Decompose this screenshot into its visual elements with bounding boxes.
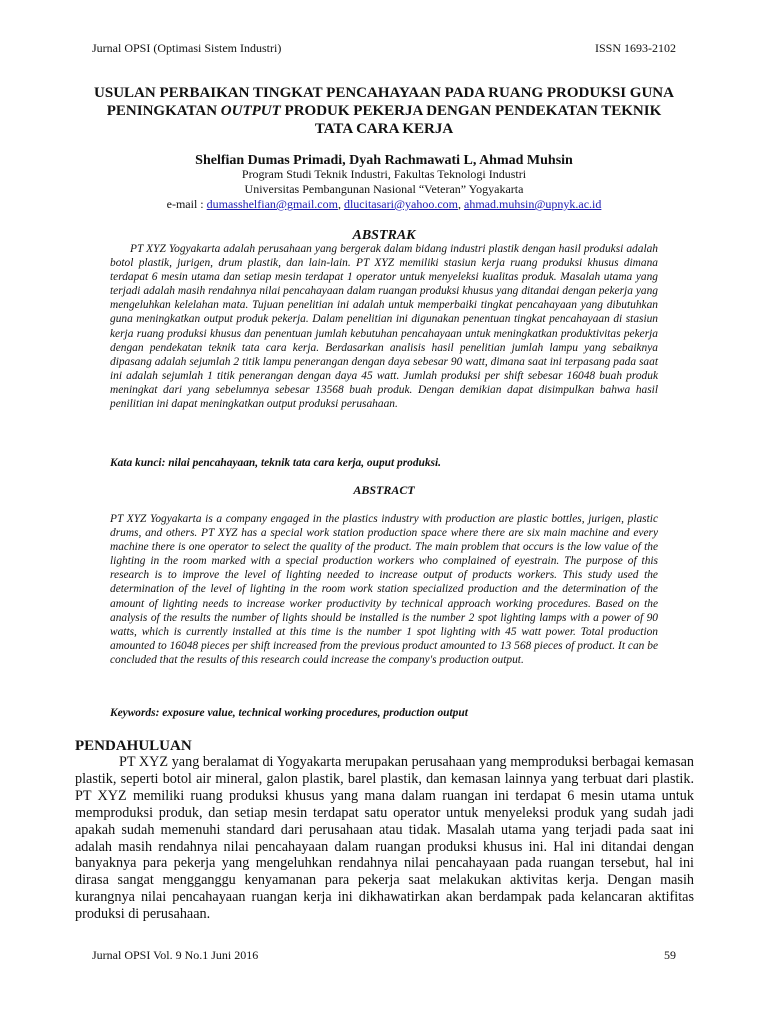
abstrak-heading: ABSTRAK: [352, 228, 416, 243]
title-line-2-emphasis: OUTPUT: [220, 103, 281, 119]
university-line: Universitas Pembangunan Nasional “Veteran” Yogyakarta: [244, 182, 524, 196]
kata-kunci: Kata kunci: nilai pencahayaan, teknik tata cara kerja, ouput produksi.: [110, 457, 442, 469]
program-line: Program Studi Teknik Industri, Fakultas Teknologi Industri: [241, 167, 527, 181]
abstract-heading: ABSTRACT: [353, 483, 415, 497]
abstrak-paragraph: PT XYZ Yogyakarta adalah perusahaan yang bergerak dalam bidang industri plastik dengan hasil produksi adalah botol plastik, jurigen, drum plastik, dan lain-lain. PT XYZ memiliki stasiun kerja ruang produksi khusus dimana terdapat 6 mesin utama dan setiap mesin terdapat 1 operator untuk menyeleksi kualitas produk. Masalah utama yang terjadi adalah masih rendahnya nilai pencahayaan dalam ruangan produksi khusus yang ditandai dengan pekerja yang mengeluhkan kelelahan mata. Tujuan penelitian ini adalah untuk memperbaiki tingkat pencahayaan yang dibutuhkan guna meningkatkan output produk pekerja. Dalam penelitian ini digunakan penentuan tingkat pencahayaan di stasiun kerja ruang produksi khusus dan penentuan jumlah kebutuhan pencahayaan untuk meningkatkan produktivitas pekerja dengan pendekatan teknik tata cara kerja. Berdasarkan analisis hasil penelitian jumlah lampu yang sebaiknya dipasang adalah sejumlah 2 titik lampu penerangan dengan daya sebesar 90 watt, dimana saat ini terpasang pada saat ini adalah sejumlah 1 titik penerangan dengan daya 45 watt. Jumlah produksi per shift sebesar 16048 buah produk meningkat dari yang sebelumnya sebesar 13568 buah produk. Dengan demikian dapat disimpulkan bahwa hasil penilitian ini dapat meningkatkan output produksi perusahaan.: [110, 243, 658, 411]
journal-name: Jurnal OPSI (Optimasi Sistem Industri): [92, 41, 282, 55]
title-line-3: TATA CARA KERJA: [314, 121, 454, 137]
title-line-2-pre: PENINGKATAN: [106, 103, 221, 119]
introduction-body: [75, 754, 694, 923]
introduction-paragraph: PT XYZ yang beralamat di Yogyakarta merupakan perusahaan yang memproduksi berbagai kemasan plastik, seperti botol air mineral, galon plastik, barel plastik, dan kemasan lainnya yang terbuat dari plastik. PT XYZ memiliki ruang produksi khusus yang mana dalam ruangan ini terdapat 6 mesin utama untuk memproduksi produk, dan setiap mesin terdapat satu operator untuk menyeleksi produk yang sudah jadi apakah sudah memenuhi standard dari perusahaan atau tidak. Masalah utama yang terjadi pada saat ini adalah masih rendahnya nilai pencahayaan dalam ruangan produksi khusus ini. Hal ini ditandai dengan banyaknya para pekerja yang mengeluhkan rendahnya nilai pencahayaan pada ruangan tersebut, hal ini dirasa sangat mengganggu kenyamanan para pekerja saat melakukan aktivitas kerja. Dengan masih kurangnya nilai pencahayaan ruangan kerja ini dikhawatirkan akan berdampak pada kelancaran aktifitas produksi di perusahaan.: [75, 754, 694, 923]
issn: ISSN 1693-2102: [594, 41, 676, 55]
section-heading-pendahuluan: PENDAHULUAN: [75, 738, 192, 754]
email-line: e-mail : dumasshelfian@gmail.com, dlucitasari@yahoo.com, ahmad.muhsin@upnyk.ac.id: [166, 197, 602, 211]
email-link-3[interactable]: ahmad.muhsin@upnyk.ac.id: [464, 197, 602, 211]
title-line-2: [60, 102, 708, 120]
abstrak-body: [110, 242, 658, 411]
affiliation: [60, 167, 708, 212]
email-link-1[interactable]: dumasshelfian@gmail.com: [206, 197, 338, 211]
running-header: [92, 41, 676, 56]
title-line-2-post: PRODUK PEKERJA DENGAN PENDEKATAN TEKNIK: [280, 103, 662, 119]
page-footer: [92, 948, 676, 963]
title-line-1: USULAN PERBAIKAN TINGKAT PENCAHAYAAN PADA RUANG PRODUKSI GUNA: [94, 85, 674, 101]
abstract-body: [110, 512, 658, 667]
email-label: e-mail :: [166, 197, 207, 211]
paper-title: [60, 84, 708, 138]
abstract-paragraph: PT XYZ Yogyakarta is a company engaged in the plastics industry with production are plastic bottles, jurigen, plastic drums, and others. PT XYZ has a special work station production space where there are six main machine and every machine there is one operator to select the quality of the product. The main problem that occurs is the low value of the lighting in the room marked with a special production workers who complained of eyestrain. The purpose of this research is to improve the level of lighting needed to increase output of products workers. This study used the determination of the level of lighting in the room work station specialized production and the determination of the amount of lighting needs to increase worker productivity by technical approach working procedures. Based on the analysis of the results the number of lights should be installed is the number 2 spot lighting lamps with a power of 90 watts, which is currently installed at this time is the number 1 spot lighting with 45 watt power. Total production amounted to 16048 pieces per shift increased from the previous product amounted to 13 568 pieces of product. It can be concluded that the results of this research could increase the company's production output.: [110, 513, 658, 666]
keywords: Keywords: exposure value, technical working procedures, production output: [110, 707, 468, 719]
email-link-2[interactable]: dlucitasari@yahoo.com: [343, 197, 458, 211]
authors: Shelfian Dumas Primadi, Dyah Rachmawati L, Ahmad Muhsin: [195, 153, 573, 168]
footer-issue: Jurnal OPSI Vol. 9 No.1 Juni 2016: [92, 948, 259, 962]
page-number: 59: [664, 948, 676, 962]
